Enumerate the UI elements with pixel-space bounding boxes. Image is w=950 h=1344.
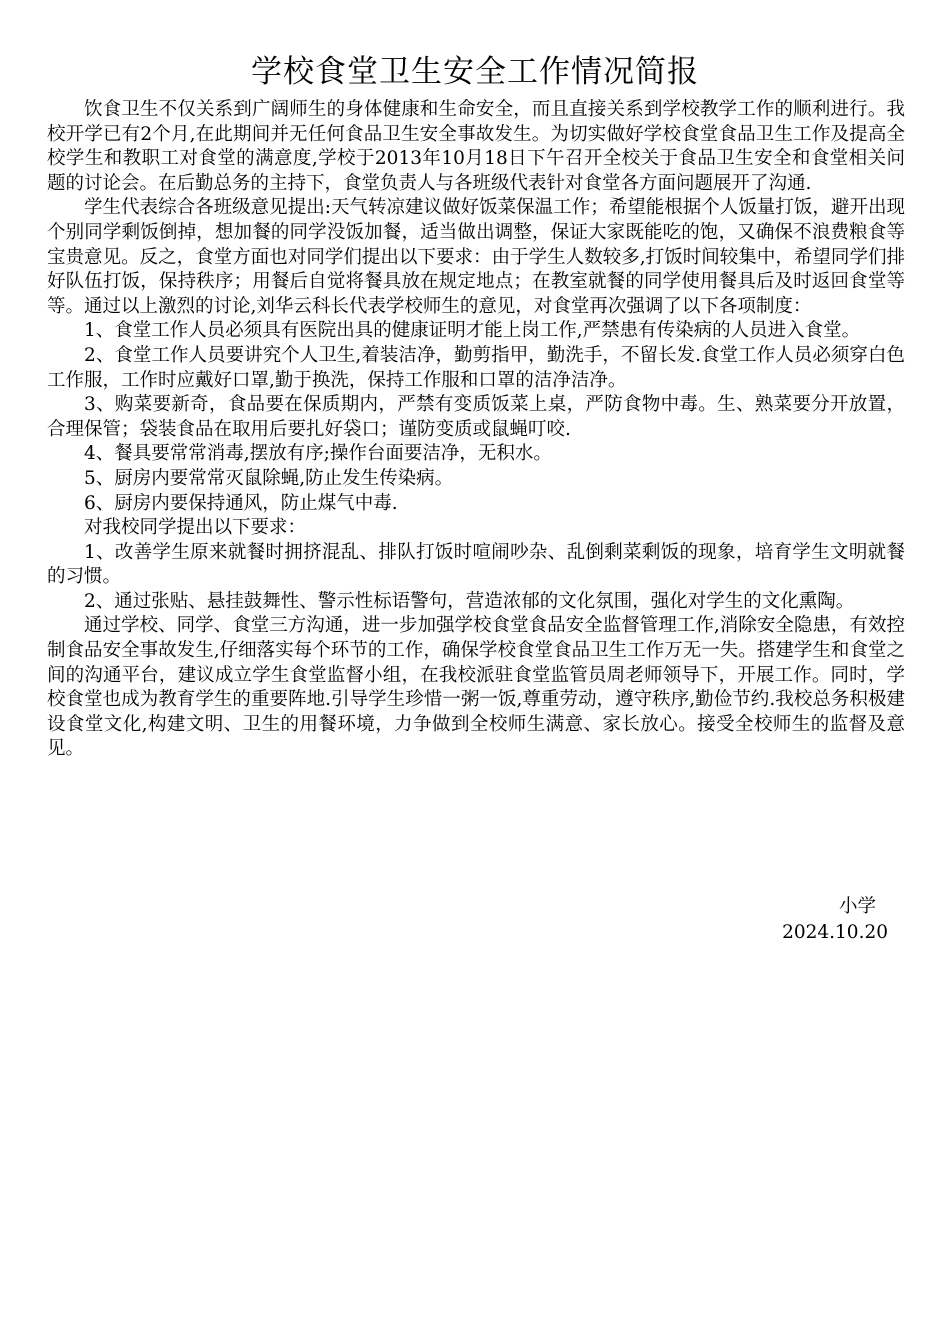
signature-org: 小学 <box>838 896 876 917</box>
signature-block <box>782 894 888 946</box>
paragraph-conclusion: 通过学校、同学、食堂三方沟通，进一步加强学校食堂食品安全监督管理工作,消除安全隐患，有效控制食品安全事故发生,仔细落实每个环节的工作，确保学校食堂食品卫生工作万无一失。搭建学生和食堂之间的沟通平台，建议成立学生食堂监督小组，在我校派驻食堂监管员周老师领导下，开展工作。同时，学校食堂也成为教育学生的重要阵地.引导学生珍惜一粥一饭,尊重劳动，遵守秩序,勤俭节约.我校总务积极建设食堂文化,构建文明、卫生的用餐环境，力争做到全校师生满意、家长放心。接受全校师生的监督及意见。 <box>47 615 905 760</box>
paragraph-intro: 饮食卫生不仅关系到广阔师生的身体健康和生命安全，而且直接关系到学校教学工作的顺利进行。我校开学已有2个月,在此期间并无任何食品卫生安全事故发生。为切实做好学校食堂食品卫生工作及提高全校学生和教职工对食堂的满意度,学校于2013年10月18日下午召开全校关于食品卫生安全和食堂相关问题的讨论会。在后勤总务的主持下，食堂负责人与各班级代表针对食堂各方面问题展开了沟通. <box>47 99 905 194</box>
requirement-item-2: 2、通过张贴、悬挂鼓舞性、警示性标语警句，营造浓郁的文化氛围，强化对学生的文化熏陶。 <box>84 590 855 612</box>
rule-item-6: 6、厨房内要保持通风，防止煤气中毒. <box>84 492 398 514</box>
rule-item-1: 1、食堂工作人员必须具有医院出具的健康证明才能上岗工作,严禁患有传染病的人员进入食堂。 <box>84 320 861 342</box>
paragraph-student-opinions: 学生代表综合各班级意见提出:天气转凉建议做好饭菜保温工作；希望能根据个人饭量打饭，避开出现个别同学剩饭倒掉，想加餐的同学没饭加餐，适当做出调整，保证大家既能吃的饱，又确保不浪费粮食等宝贵意见。反之，食堂方面也对同学们提出以下要求：由于学生人数较多,打饭时间较集中，希望同学们排好队伍打饭，保持秩序；用餐后自觉将餐具放在规定地点；在教室就餐的同学使用餐具后及时返回食堂等等。通过以上激烈的讨论,刘华云科长代表学校师生的意见，对食堂再次强调了以下各项制度： <box>47 197 905 317</box>
rule-item-4: 4、餐具要常常消毒,摆放有序;操作台面要洁净，无积水。 <box>84 443 552 465</box>
rule-item-5: 5、厨房内要常常灭鼠除蝇,防止发生传染病。 <box>84 467 454 489</box>
signature-date: 2024.10.20 <box>782 922 888 943</box>
page-title: 学校食堂卫生安全工作情况简报 <box>251 54 699 90</box>
document-body <box>47 98 905 762</box>
requirement-item-1: 1、改善学生原来就餐时拥挤混乱、排队打饭时喧闹吵杂、乱倒剩菜剩饭的现象，培育学生文明就餐的习惯。 <box>47 541 905 588</box>
paragraph-student-requirements: 对我校同学提出以下要求： <box>84 517 307 539</box>
rule-item-3: 3、购菜要新奇，食品要在保质期内，严禁有变质饭菜上桌，严防食物中毒。生、熟菜要分开放置，合理保管；袋装食品在取用后要扎好袋口；谨防变质或鼠蝇叮咬. <box>47 394 905 440</box>
rule-item-2: 2、食堂工作人员要讲究个人卫生,着装洁净，勤剪指甲，勤洗手，不留长发.食堂工作人员必须穿白色工作服，工作时应戴好口罩,勤于换洗，保持工作服和口罩的洁净洁净。 <box>47 344 905 391</box>
